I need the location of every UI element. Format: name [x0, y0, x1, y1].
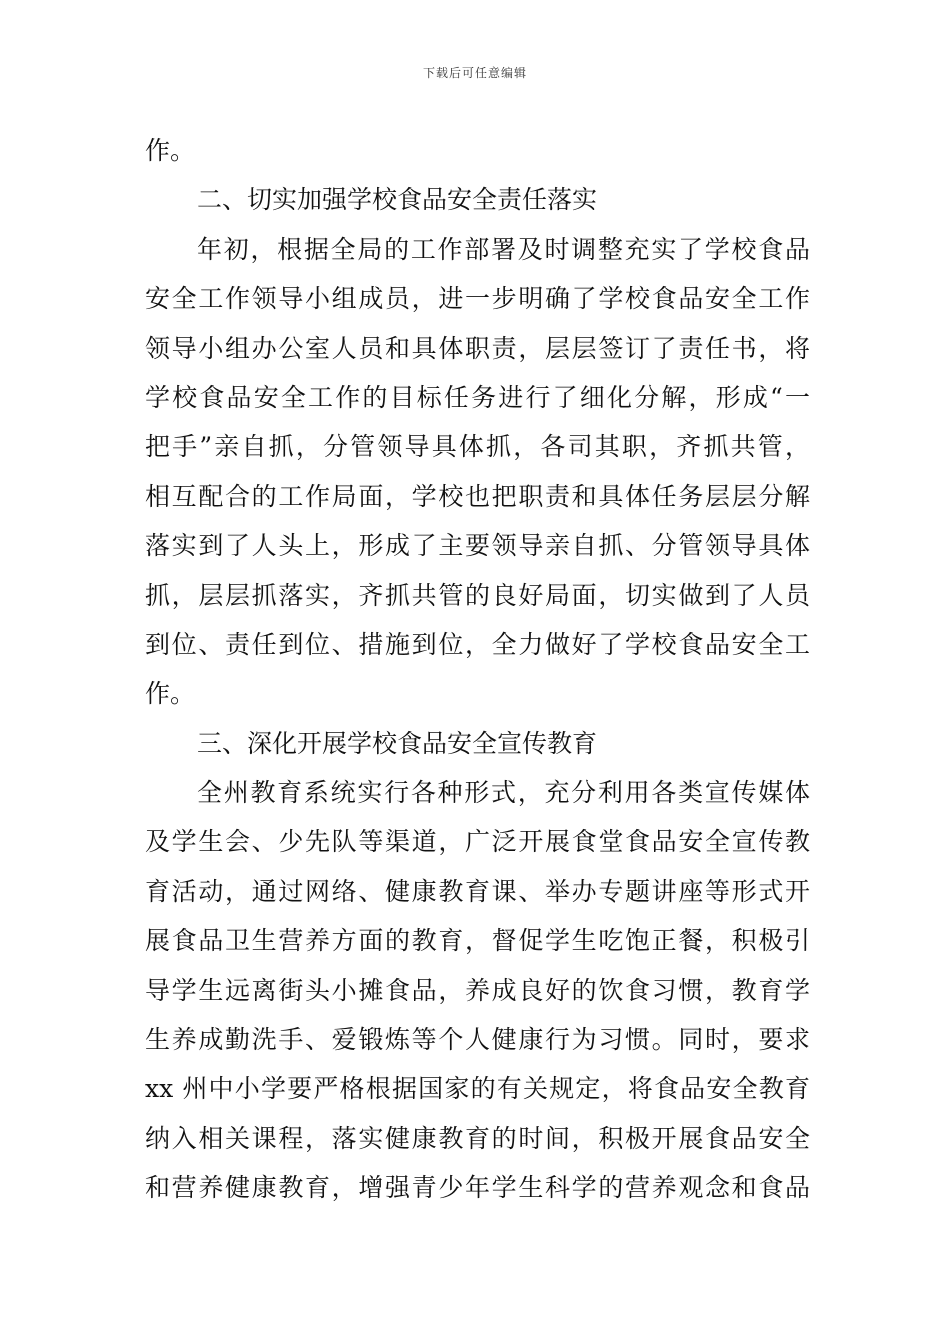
text-line: 到位、责任到位、措施到位，全力做好了学校食品安全工: [145, 629, 810, 659]
text-line: 生养成勤洗手、爱锻炼等个人健康行为习惯。同时，要求: [145, 1025, 810, 1055]
text-line: 把手”亲自抓，分管领导具体抓，各司其职，齐抓共管，: [145, 432, 810, 462]
text-line: 安全工作领导小组成员，进一步明确了学校食品安全工作: [145, 284, 810, 314]
text-line: 领导小组办公室人员和具体职责，层层签订了责任书，将: [145, 333, 810, 363]
text-line: 纳入相关课程，落实健康教育的时间，积极开展食品安全: [145, 1123, 810, 1153]
text-line: 落实到了人头上，形成了主要领导亲自抓、分管领导具体: [145, 531, 810, 561]
text-line: xx 州中小学要严格根据国家的有关规定，将食品安全教育: [145, 1074, 810, 1104]
text-line: 导学生远离街头小摊食品，养成良好的饮食习惯，教育学: [145, 975, 810, 1005]
text-line: 年初，根据全局的工作部署及时调整充实了学校食品: [197, 234, 810, 264]
text-line: 育活动，通过网络、健康教育课、举办专题讲座等形式开: [145, 876, 810, 906]
text-line: 作。: [145, 136, 196, 165]
page-header: 下载后可任意编辑: [422, 66, 527, 80]
text-line: 全州教育系统实行各种形式，充分利用各类宣传媒体: [197, 778, 810, 808]
text-line: 抓，层层抓落实，齐抓共管的良好局面，切实做到了人员: [145, 580, 810, 610]
text-line: 二、切实加强学校食品安全责任落实: [197, 185, 598, 215]
text-line: 学校食品安全工作的目标任务进行了细化分解，形成“一: [145, 382, 810, 412]
text-line: 相互配合的工作局面，学校也把职责和具体任务层层分解: [145, 481, 810, 511]
text-line: 三、深化开展学校食品安全宣传教育: [197, 728, 598, 758]
text-line: 和营养健康教育，增强青少年学生科学的营养观念和食品: [145, 1173, 810, 1203]
text-line: 作。: [145, 679, 196, 709]
text-line: 及学生会、少先队等渠道，广泛开展食堂食品安全宣传教: [145, 827, 810, 857]
text-line: 展食品卫生营养方面的教育，督促学生吃饱正餐，积极引: [145, 926, 810, 956]
document-body: [145, 126, 810, 1213]
